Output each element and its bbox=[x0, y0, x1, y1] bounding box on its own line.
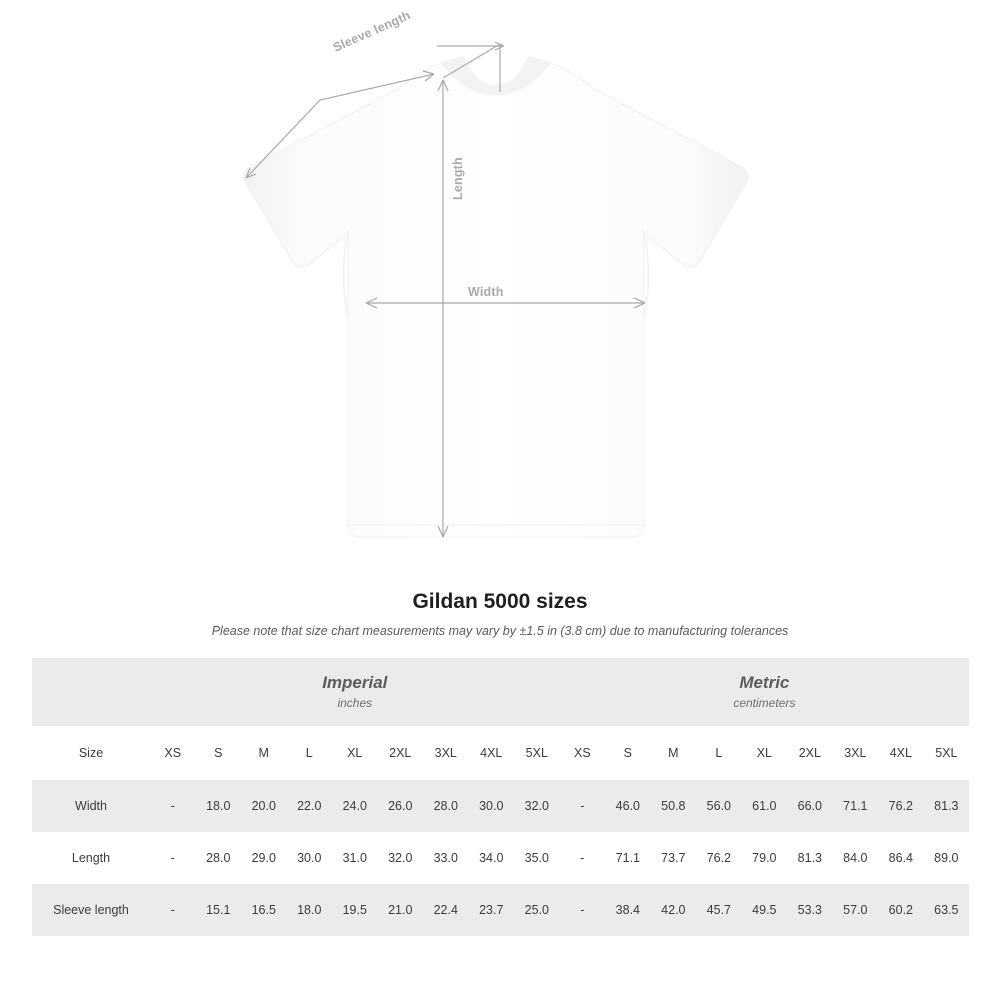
measurement-cell: 31.0 bbox=[332, 832, 378, 884]
system-header-row bbox=[32, 658, 969, 726]
measurement-cell: 15.1 bbox=[196, 884, 242, 936]
measurement-cell: 46.0 bbox=[605, 780, 651, 832]
measurement-cell: 34.0 bbox=[469, 832, 515, 884]
table-row bbox=[32, 780, 969, 832]
size-header-cell: L bbox=[287, 726, 333, 780]
measurement-cell: - bbox=[560, 832, 606, 884]
measurement-cell: 30.0 bbox=[469, 780, 515, 832]
system-header-imperial bbox=[150, 658, 560, 726]
measurement-cell: 26.0 bbox=[378, 780, 424, 832]
measurement-cell: 49.5 bbox=[742, 884, 788, 936]
measurement-cell: 28.0 bbox=[196, 832, 242, 884]
system-header-metric bbox=[560, 658, 970, 726]
measurement-cell: - bbox=[150, 780, 196, 832]
table-row bbox=[32, 884, 969, 936]
measurement-cell: 23.7 bbox=[469, 884, 515, 936]
measurement-cell: 28.0 bbox=[423, 780, 469, 832]
row-label: Length bbox=[32, 832, 150, 884]
measurement-cell: - bbox=[560, 780, 606, 832]
size-header-cell: 4XL bbox=[878, 726, 924, 780]
measurement-cell: 53.3 bbox=[787, 884, 833, 936]
measurement-cell: 18.0 bbox=[196, 780, 242, 832]
measurement-cell: 76.2 bbox=[878, 780, 924, 832]
measurement-cell: 42.0 bbox=[651, 884, 697, 936]
measurement-cell: 18.0 bbox=[287, 884, 333, 936]
size-header-cell: 3XL bbox=[423, 726, 469, 780]
measurement-cell: 86.4 bbox=[878, 832, 924, 884]
measurement-cell: 16.5 bbox=[241, 884, 287, 936]
measurement-cell: - bbox=[150, 832, 196, 884]
system-name: Imperial bbox=[322, 673, 388, 693]
measurement-cell: 81.3 bbox=[924, 780, 970, 832]
label-width: Width bbox=[468, 285, 504, 299]
size-header-cell: L bbox=[696, 726, 742, 780]
system-name: Metric bbox=[739, 673, 790, 693]
measurement-cell: 50.8 bbox=[651, 780, 697, 832]
size-header-cell: 2XL bbox=[378, 726, 424, 780]
measurement-cell: - bbox=[560, 884, 606, 936]
label-sleeve-length: Sleeve length bbox=[331, 8, 413, 55]
tolerance-note: Please note that size chart measurements may vary by ±1.5 in (3.8 cm) due to manufacturing tolerances bbox=[211, 624, 789, 638]
measurement-cell: 32.0 bbox=[514, 780, 560, 832]
measurement-cell: 63.5 bbox=[924, 884, 970, 936]
size-header-cell: 5XL bbox=[924, 726, 970, 780]
size-header-cell: S bbox=[605, 726, 651, 780]
measurement-cell: 19.5 bbox=[332, 884, 378, 936]
size-header-cell: XL bbox=[332, 726, 378, 780]
size-header-cell: XS bbox=[150, 726, 196, 780]
size-header-row bbox=[32, 726, 969, 780]
measurement-cell: 32.0 bbox=[378, 832, 424, 884]
size-header-cell: 4XL bbox=[469, 726, 515, 780]
measurement-cell: 21.0 bbox=[378, 884, 424, 936]
measurement-cell: 76.2 bbox=[696, 832, 742, 884]
measurement-cell: 22.0 bbox=[287, 780, 333, 832]
measurement-cell: 22.4 bbox=[423, 884, 469, 936]
measurement-cell: - bbox=[150, 884, 196, 936]
title-block bbox=[0, 590, 1000, 638]
measurement-cell: 71.1 bbox=[833, 780, 879, 832]
system-unit: centimeters bbox=[733, 695, 796, 710]
measurement-cell: 38.4 bbox=[605, 884, 651, 936]
measurement-cell: 71.1 bbox=[605, 832, 651, 884]
size-header-cell: XS bbox=[560, 726, 606, 780]
size-header-cell: M bbox=[241, 726, 287, 780]
measurement-cell: 33.0 bbox=[423, 832, 469, 884]
system-unit: inches bbox=[337, 695, 373, 710]
measurement-cell: 60.2 bbox=[878, 884, 924, 936]
size-header-cell: 3XL bbox=[833, 726, 879, 780]
size-header-cell: 5XL bbox=[514, 726, 560, 780]
measurement-cell: 20.0 bbox=[241, 780, 287, 832]
measurement-cell: 89.0 bbox=[924, 832, 970, 884]
measurement-cell: 61.0 bbox=[742, 780, 788, 832]
measurement-cell: 66.0 bbox=[787, 780, 833, 832]
size-header-cell: XL bbox=[742, 726, 788, 780]
size-header-label: Size bbox=[32, 726, 150, 780]
size-header-cell: 2XL bbox=[787, 726, 833, 780]
system-header-spacer bbox=[32, 658, 150, 726]
measurement-cell: 35.0 bbox=[514, 832, 560, 884]
page-title: Gildan 5000 sizes bbox=[412, 590, 588, 613]
measurement-cell: 73.7 bbox=[651, 832, 697, 884]
measurement-cell: 30.0 bbox=[287, 832, 333, 884]
measurement-cell: 56.0 bbox=[696, 780, 742, 832]
label-length: Length bbox=[451, 157, 465, 200]
measurement-cell: 84.0 bbox=[833, 832, 879, 884]
size-header-cell: M bbox=[651, 726, 697, 780]
size-table-wrapper bbox=[32, 658, 968, 936]
row-label: Width bbox=[32, 780, 150, 832]
measurement-cell: 29.0 bbox=[241, 832, 287, 884]
table-row bbox=[32, 832, 969, 884]
measurement-cell: 25.0 bbox=[514, 884, 560, 936]
measurement-cell: 81.3 bbox=[787, 832, 833, 884]
measurement-cell: 57.0 bbox=[833, 884, 879, 936]
size-table bbox=[32, 658, 969, 936]
row-label: Sleeve length bbox=[32, 884, 150, 936]
measurement-cell: 24.0 bbox=[332, 780, 378, 832]
measurement-cell: 45.7 bbox=[696, 884, 742, 936]
size-header-cell: S bbox=[196, 726, 242, 780]
measurement-cell: 79.0 bbox=[742, 832, 788, 884]
